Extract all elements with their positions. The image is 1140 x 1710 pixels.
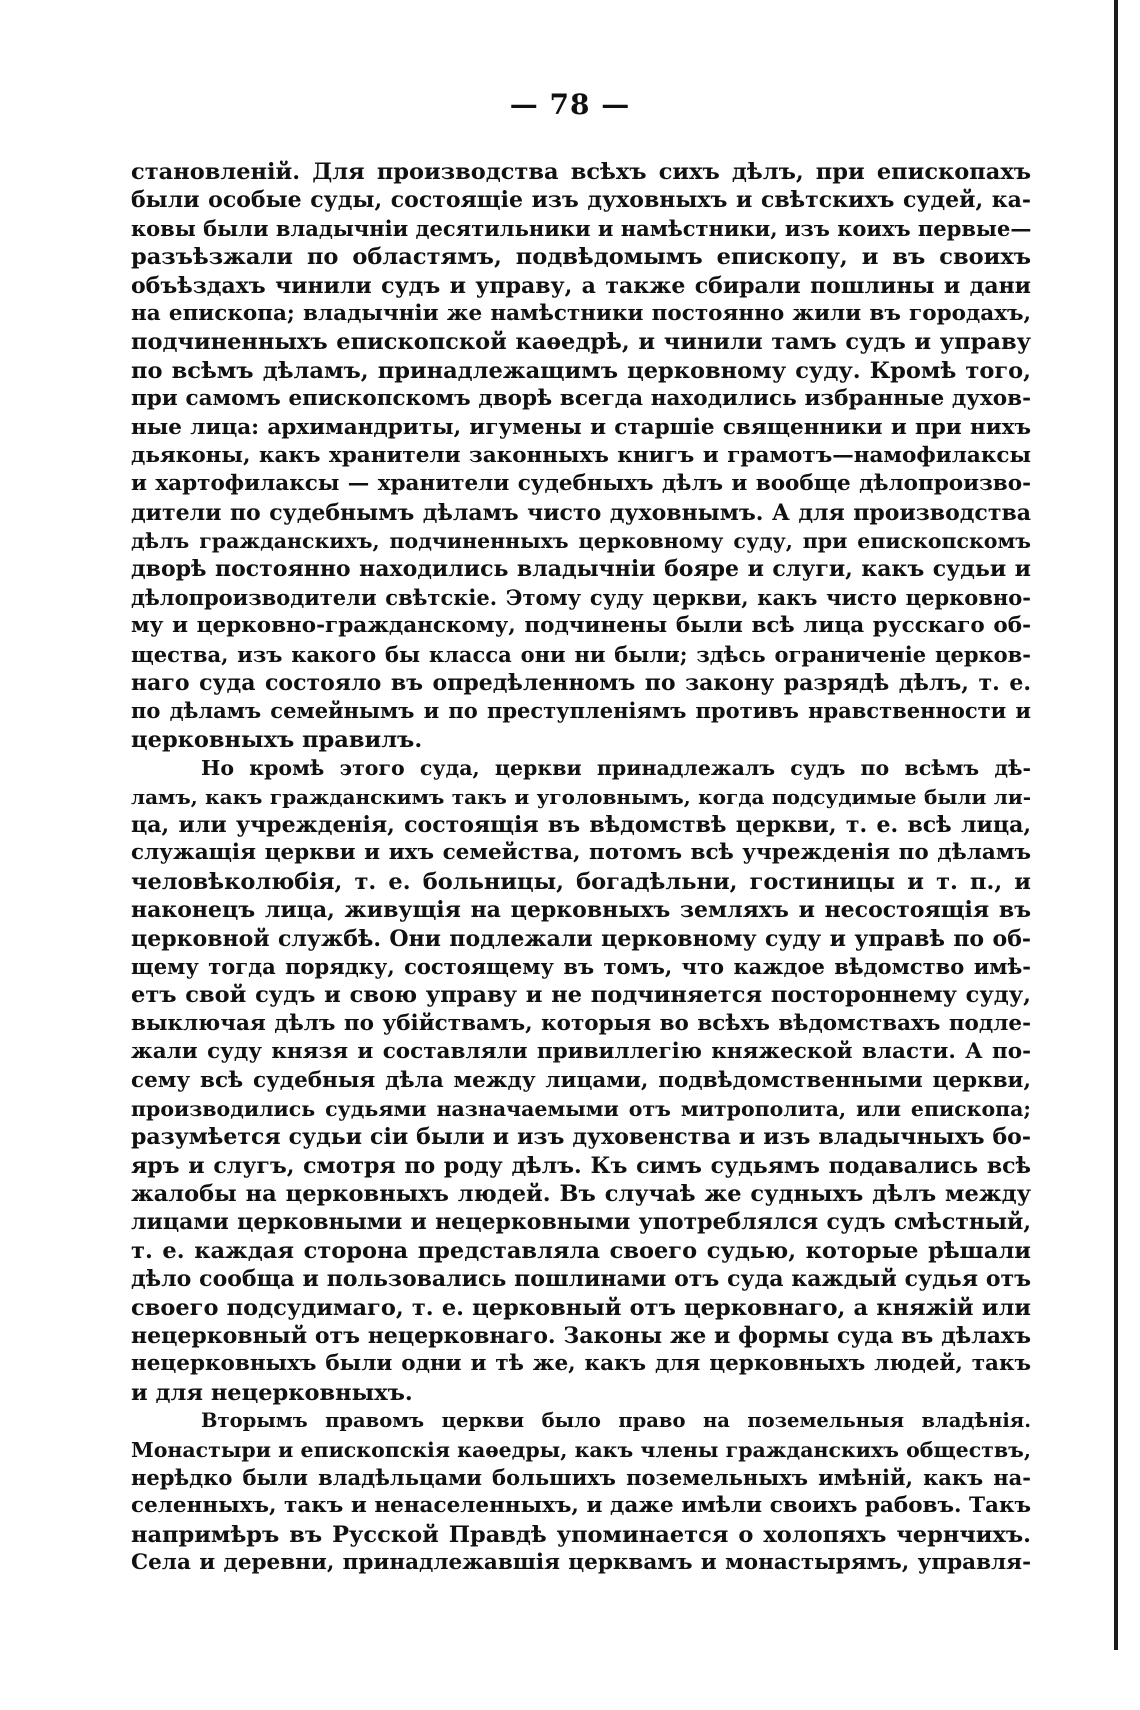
- text-line: дьяконы, какъ хранители законныхъ книгъ и грамотъ—намофилаксы: [131, 442, 1031, 468]
- text-line: жали суду князя и составляли привиллегію княжеской власти. А по-: [131, 1039, 1031, 1065]
- text-line: человѣколюбія, т. е. больницы, богадѣльни, гостиницы и т. п., и: [131, 868, 1031, 895]
- body-text: [131, 158, 1031, 1578]
- text-line: объѣздахъ чинили судъ и управу, а также сбирали пошлины и дани: [131, 272, 1031, 299]
- text-line: ца, или учрежденія, состоящія въ вѣдомствѣ церкви, т. е. всѣ лица,: [131, 811, 1031, 838]
- text-line: Но кромѣ этого суда, церкви принадлежалъ судъ по всѣмъ дѣ-: [201, 756, 1031, 781]
- text-line: производились судьями назначаемыми отъ митрополита, или епископа;: [131, 1096, 1031, 1121]
- text-line: ламъ, какъ гражданскимъ такъ и уголовнымъ, когда подсудимые были ли-: [131, 784, 1031, 809]
- text-line: по дѣламъ семейнымъ и по преступленіямъ противъ нравственности и: [131, 698, 1031, 724]
- text-line: дворѣ постоянно находились владычніи бояре и слуги, какъ судьи и: [131, 556, 1031, 583]
- text-line: сему всѣ судебныя дѣла между лицами, подвѣдомственными церкви,: [131, 1067, 1031, 1093]
- text-line: нецерковный отъ нецерковнаго. Законы же и формы суда въ дѣлахъ: [131, 1323, 1031, 1350]
- text-line: были особые суды, состоящіе изъ духовныхъ и свѣтскихъ судей, ка-: [131, 187, 1031, 214]
- text-line: нецерковныхъ были одни и тѣ же, какъ для церковныхъ людей, такъ: [131, 1351, 1031, 1377]
- text-line: и для нецерковныхъ.: [131, 1379, 413, 1406]
- text-line: му и церковно-гражданскому, подчинены были всѣ лица русскаго об-: [131, 613, 1031, 639]
- text-line: щему тогда порядку, состоящему въ томъ, что каждое вѣдомство имѣ-: [131, 953, 1031, 979]
- text-line: разъѣзжали по областямъ, подвѣдомымъ епископу, и въ своихъ: [131, 244, 1031, 271]
- text-line: лицами церковными и нецерковными употреблялся судъ смѣстный,: [131, 1209, 1031, 1236]
- text-line: при самомъ епископскомъ дворѣ всегда находились избранные духов-: [131, 386, 1031, 412]
- text-line: напримѣръ въ Русской Правдѣ упоминается о холопяхъ чернчихъ.: [131, 1521, 1031, 1548]
- scan-edge-line: [1114, 0, 1118, 1650]
- text-line: разумѣется судьи сіи были и изъ духовенства и изъ владычныхъ бо-: [131, 1124, 1031, 1151]
- text-line: церковныхъ правилъ.: [131, 726, 423, 753]
- text-line: селенныхъ, такъ и ненаселенныхъ, и даже имѣли своихъ рабовъ. Такъ: [131, 1493, 1031, 1519]
- text-line: выключая дѣлъ по убійствамъ, которыя во всѣхъ вѣдомствахъ подле-: [131, 1010, 1031, 1036]
- text-line: наконецъ лица, живущія на церковныхъ земляхъ и несостоящія въ: [131, 897, 1031, 924]
- text-line: Монастыри и епископскія каѳедры, какъ члены гражданскихъ обществъ,: [131, 1437, 1031, 1462]
- text-line: дѣлъ гражданскихъ, подчиненныхъ церковному суду, при епископскомъ: [131, 529, 1031, 554]
- text-line: церковной службѣ. Они подлежали церковному суду и управѣ по об-: [131, 925, 1031, 952]
- text-line: дѣлопроизводители свѣтскіе. Этому суду церкви, какъ чисто церковно-: [131, 584, 1031, 610]
- text-line: ные лица: архимандриты, игумены и старшіе священники и при нихъ: [131, 414, 1031, 440]
- text-line: Села и деревни, принадлежавшія церквамъ и монастырямъ, управля-: [131, 1550, 1031, 1576]
- text-line: и хартофилаксы — хранители судебныхъ дѣлъ и вообще дѣлопроизво-: [131, 471, 1031, 497]
- text-line: наго суда состояло въ опредѣленномъ по закону разрядѣ дѣлъ, т. е.: [131, 670, 1031, 697]
- text-line: т. е. каждая сторона представляла своего судью, которые рѣшали: [131, 1237, 1031, 1264]
- text-line: яръ и слугъ, смотря по роду дѣлъ. Къ симъ судьямъ подавались всѣ: [131, 1152, 1031, 1179]
- text-line: щества, изъ какого бы класса они ни были; здѣсь ограниченіе церков-: [131, 641, 1031, 667]
- text-line: становленій. Для производства всѣхъ сихъ дѣлъ, при епископахъ: [131, 159, 1031, 185]
- text-line: по всѣмъ дѣламъ, принадлежащимъ церковному суду. Кромѣ того,: [131, 357, 1031, 384]
- text-line: служащія церкви и ихъ семейства, потомъ всѣ учрежденія по дѣламъ: [131, 840, 1031, 866]
- text-line: своего подсудимаго, т. е. церковный отъ церковнаго, а княжій или: [131, 1294, 1031, 1321]
- text-line: на епископа; владычніи же намѣстники постоянно жили въ городахъ,: [131, 300, 1031, 326]
- text-line: дѣло сообща и пользовались пошлинами отъ суда каждый судья отъ: [131, 1266, 1031, 1293]
- text-line: подчиненныхъ епископской каѳедрѣ, и чинили тамъ судъ и управу: [131, 329, 1031, 356]
- page-number: — 78 —: [509, 88, 631, 121]
- text-line: нерѣдко были владѣльцами большихъ поземельныхъ имѣній, какъ на-: [131, 1464, 1031, 1490]
- text-line: ковы были владычніи десятильники и намѣстники, изъ коихъ первые—: [131, 215, 1032, 241]
- text-line: жалобы на церковныхъ людей. Въ случаѣ же судныхъ дѣлъ между: [131, 1181, 1031, 1208]
- text-line: дители по судебнымъ дѣламъ чисто духовнымъ. А для производства: [131, 499, 1031, 526]
- text-line: етъ свой судъ и свою управу и не подчиняется постороннему суду,: [131, 982, 1031, 1009]
- text-line: Вторымъ правомъ церкви было право на поземельныя владѣнія.: [201, 1409, 1031, 1433]
